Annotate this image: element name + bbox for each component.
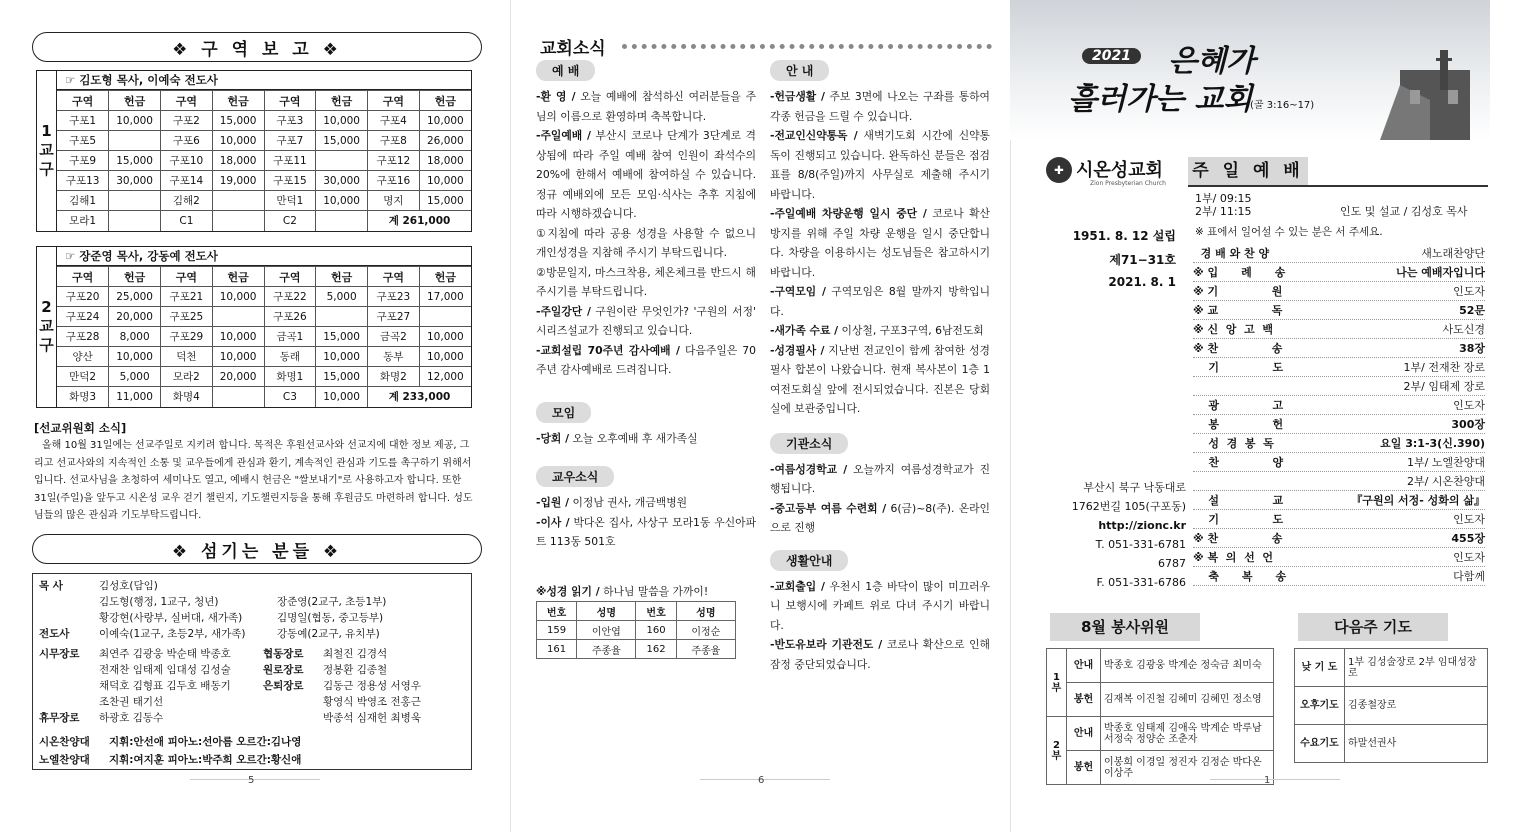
table-cell: 구포28 xyxy=(57,327,109,347)
pastor-4: 황강현(사랑부, 실버대, 새가족) xyxy=(99,612,243,624)
news-item: -주일예배 차량운행 일시 중단 / 코로나 확산 방지를 위해 주일 차량 운행을 일시 중단합니다. 차량을 이용하시는 성도님들은 참고하시기 바랍니다. xyxy=(770,207,990,279)
founded: 1951. 8. 12 설립 xyxy=(1072,229,1176,243)
retired-label: 은퇴장로 xyxy=(263,680,304,692)
table-row xyxy=(1047,683,1274,717)
rest-elder-label: 휴무장로 xyxy=(39,712,80,724)
coop-elder: 최철진 김경석 xyxy=(323,648,388,660)
table-row xyxy=(1295,687,1488,725)
news-item: -전교인신약통독 / 새벽기도회 시간에 신약통독이 진행되고 있습니다. 완독하신 분들은 점검표를 8/8(주일)까지 사무실로 제출해 주시기 바랍니다. xyxy=(770,129,990,201)
table-row xyxy=(57,131,471,151)
column-header: 헌금 xyxy=(109,91,161,111)
table-cell: 만덕1 xyxy=(264,191,316,211)
table-cell xyxy=(316,307,368,327)
district-report-title: ❖ 구 역 보 고 ❖ xyxy=(32,32,482,62)
order-row: 경 배 와 찬 양 새노래찬양단 xyxy=(1193,247,1485,260)
table-cell: 구포29 xyxy=(161,327,213,347)
table-cell: 10,000 xyxy=(316,387,368,407)
news-item: -여름성경학교 / 오늘까지 여름성경학교가 진행됩니다. xyxy=(770,462,991,495)
tel-1: T. 051-331-6781 xyxy=(1095,538,1186,551)
table-cell xyxy=(109,131,161,151)
coop-elder-label: 협동장로 xyxy=(263,648,304,660)
table-cell: 30,000 xyxy=(316,171,368,191)
district-total: 계 233,000 xyxy=(368,387,472,407)
column-header: 헌금 xyxy=(419,91,471,111)
year-badge: 2021 xyxy=(1082,48,1141,64)
news-title: 교회소식 xyxy=(540,39,606,59)
table-cell: 이정순 xyxy=(676,621,735,640)
order-row: 봉 헌 300장 xyxy=(1193,418,1485,431)
staff-box xyxy=(32,573,472,770)
order-row: 기 도 1부/ 전재찬 장로 xyxy=(1193,361,1485,374)
website: http://zionc.kr xyxy=(1098,519,1186,532)
news-item: -구역모임 / 구역모임은 8월 말까지 방학입니다. xyxy=(770,285,990,318)
worship-title: 주 일 예 배 xyxy=(1188,157,1308,185)
news-item: -주일강단 / 구원이란 무엇인가? '구원의 서정' 시리즈설교가 진행되고 있습니다. xyxy=(536,304,757,337)
table-cell: 구포27 xyxy=(368,307,420,327)
slogan-line-1: 은혜가 xyxy=(1168,44,1255,79)
table-cell: 162 xyxy=(636,640,676,659)
table-cell: 구포6 xyxy=(161,131,213,151)
table-cell: 15,000 xyxy=(419,191,471,211)
table-cell xyxy=(212,307,264,327)
column-header: 성명 xyxy=(676,602,735,621)
serve-names: 이봉희 이경일 정진자 김정순 박다온 이상주 xyxy=(1101,751,1274,785)
order-row: ※ 교 독 52문 xyxy=(1193,304,1485,317)
column-header: 구역 xyxy=(57,91,109,111)
table-cell: 25,000 xyxy=(109,287,161,307)
serve-names: 김재복 이진철 김혜미 김혜민 정소영 xyxy=(1101,683,1274,717)
table-cell: 구포12 xyxy=(368,151,420,171)
news-item: -입원 / 이정남 권사, 개금백병원 xyxy=(536,496,688,509)
table-cell: 구포7 xyxy=(264,131,316,151)
table-cell: 15,000 xyxy=(316,327,368,347)
table-cell: 명지 xyxy=(368,191,420,211)
prayer-slot: 수요기도 xyxy=(1295,725,1345,763)
table-cell: 10,000 xyxy=(212,287,264,307)
page-ornament xyxy=(1210,779,1340,780)
table-cell: 15,000 xyxy=(109,151,161,171)
table-cell: 모라1 xyxy=(57,211,109,231)
order-row: 성 경 봉 독 요일 3:1-3(신.390) xyxy=(1193,437,1485,450)
table-cell: 10,000 xyxy=(316,191,368,211)
mission-text: 올해 10월 31일에는 선교주일로 지키려 합니다. 목적은 후원선교사와 선교지에 대한 정보 제공, 그리고 선교사와의 지속적인 소통 및 교우들에게 관심과 환기, 계속적인 관심과 기도를 촉구하기 위해서입니다. 선교사님을 초청하여 세미나도 열고, 예배시 헌금은 "쌀보내기"로 사용하고자 합니다. 또한 31일(주일)을 앞두고 시온성 교우 걷기 챌린지, 기도챌린지등을 통해 후원금도 마련하려 합니다. 성도님들의 많은 관심과 기도부탁드립니다. xyxy=(34,440,473,521)
district-2-leader: ☞ 장준영 목사, 강동예 전도사 xyxy=(57,247,471,266)
page-5 xyxy=(0,0,510,832)
news-left-column xyxy=(536,60,756,659)
table-cell: 구포24 xyxy=(57,307,109,327)
table-cell: 30,000 xyxy=(109,171,161,191)
choir-2-label: 노엘찬양대 xyxy=(39,754,90,766)
page-ornament xyxy=(700,779,830,780)
table-cell: 10,000 xyxy=(316,111,368,131)
news-item: -교회설립 70주년 감사예배 / 다음주일은 70주년 감사예배로 드려집니다. xyxy=(536,343,756,376)
column-header: 구역 xyxy=(57,267,109,287)
table-cell: 26,000 xyxy=(419,131,471,151)
pastor-2: 김도형(행정, 1교구, 청년) xyxy=(99,596,219,608)
district-2-table xyxy=(36,246,472,408)
column-header: 구역 xyxy=(368,267,420,287)
table-cell: 구포3 xyxy=(264,111,316,131)
life-tag: 생활안내 xyxy=(770,550,848,571)
table-cell: 10,000 xyxy=(419,347,471,367)
table-cell: 양산 xyxy=(57,347,109,367)
table-cell: 모라2 xyxy=(161,367,213,387)
table-row xyxy=(57,211,471,231)
table-cell: 17,000 xyxy=(419,287,471,307)
table-cell: 구포2 xyxy=(161,111,213,131)
worship-rule xyxy=(1188,185,1488,187)
table-cell: 구포21 xyxy=(161,287,213,307)
page-1 xyxy=(1010,0,1531,832)
table-cell: 10,000 xyxy=(109,111,161,131)
table-cell: 10,000 xyxy=(212,347,264,367)
district-2-label: 2교구 xyxy=(37,247,57,407)
district-2-grid xyxy=(57,266,471,407)
time-1: 1부/ 09:15 xyxy=(1195,192,1252,205)
table-cell: 금곡2 xyxy=(368,327,420,347)
news-item: -성경필사 / 지난번 전교인이 함께 참여한 성경필사 합본이 나왔습니다. 현재 복사본이 1층 1여전도회실 앞에 전시되었습니다. 진본은 당회실에 보관중입니다. xyxy=(770,343,990,415)
table-cell: 10,000 xyxy=(419,171,471,191)
table-cell: 구포8 xyxy=(368,131,420,151)
retired-2: 황영식 박영조 전홍근 xyxy=(323,696,421,708)
table-row xyxy=(57,347,471,367)
table-cell xyxy=(212,211,264,231)
worship-tag: 예 배 xyxy=(536,60,595,81)
page-number: 5 xyxy=(248,775,255,786)
serve-role: 봉헌 xyxy=(1067,751,1101,785)
table-cell: 160 xyxy=(636,621,676,640)
table-row xyxy=(537,621,736,640)
evangelist-label: 전도사 xyxy=(39,628,70,640)
column-header: 구역 xyxy=(368,91,420,111)
serve-part: 2부 xyxy=(1047,717,1067,785)
table-cell: C1 xyxy=(161,211,213,231)
address-2: 1762번길 105(구포동) xyxy=(1071,500,1186,513)
table-cell: 구포20 xyxy=(57,287,109,307)
notice-tag: 안 내 xyxy=(770,60,829,81)
pastor-5: 김명일(협동, 중고등부) xyxy=(277,612,384,624)
meeting-tag: 모임 xyxy=(536,402,591,423)
news-item: ②방문일지, 마스크착용, 체온체크를 반드시 해주시기를 부탁드립니다. xyxy=(536,265,756,298)
table-cell: C2 xyxy=(264,211,316,231)
column-header: 번호 xyxy=(636,602,676,621)
table-row xyxy=(57,367,471,387)
slogan-verse: (골 3:16~17) xyxy=(1250,100,1315,111)
pastor-label: 목 사 xyxy=(39,580,63,592)
bible-reading-title: ※성경 읽기 / 하나님 말씀을 가까이! xyxy=(536,584,709,598)
table-cell: 주종율 xyxy=(577,640,636,659)
prayer-table xyxy=(1294,648,1488,763)
bible-reading-table xyxy=(536,601,736,659)
table-cell: 만덕2 xyxy=(57,367,109,387)
table-cell: 10,000 xyxy=(316,347,368,367)
meeting-item: -당회 / 오늘 오후예배 후 새가족실 xyxy=(536,431,698,445)
evangelist-1: 이예숙(1교구, 초등2부, 새가족) xyxy=(99,628,246,640)
order-row: 2부/ 임태제 장로 xyxy=(1403,380,1485,393)
table-cell: 동래 xyxy=(264,347,316,367)
order-row: 기 도 인도자 xyxy=(1193,513,1485,526)
table-cell: 화명1 xyxy=(264,367,316,387)
table-cell: 15,000 xyxy=(212,111,264,131)
table-cell: 19,000 xyxy=(212,171,264,191)
hero-banner xyxy=(1010,0,1490,140)
emeritus: 정봉환 김종철 xyxy=(323,664,388,676)
table-row xyxy=(57,307,471,327)
column-header: 헌금 xyxy=(212,267,264,287)
order-row: 찬 양 1부/ 노엘찬양대 xyxy=(1193,456,1485,469)
table-cell: 구포16 xyxy=(368,171,420,191)
page-ornament xyxy=(190,779,320,780)
table-cell: 구포15 xyxy=(264,171,316,191)
serve-names: 박종호 김광웅 박계순 정숙금 최미숙 xyxy=(1101,649,1274,683)
church-name: 시온성교회 xyxy=(1076,160,1163,181)
column-header: 구역 xyxy=(161,91,213,111)
table-row xyxy=(57,111,471,131)
table-cell: 10,000 xyxy=(419,327,471,347)
column-header: 번호 xyxy=(537,602,577,621)
elder-label: 시무장로 xyxy=(39,648,80,660)
evangelist-2: 강동예(2교구, 유치부) xyxy=(277,628,380,640)
table-row xyxy=(57,387,471,407)
church-logo-icon: ✚ xyxy=(1046,157,1072,183)
table-cell: 주종율 xyxy=(676,640,735,659)
org-tag: 기관소식 xyxy=(770,433,848,454)
column-header: 헌금 xyxy=(316,91,368,111)
table-row xyxy=(57,151,471,171)
table-cell: 이안엽 xyxy=(577,621,636,640)
member-tag: 교우소식 xyxy=(536,466,614,487)
serve-table xyxy=(1046,648,1274,785)
table-row xyxy=(57,191,471,211)
news-item: -교회출입 / 우천시 1층 바닥이 많이 미끄러우니 보행시에 카페트 위로 다녀 주시기 바랍니다. xyxy=(770,579,990,632)
table-cell: 구포4 xyxy=(368,111,420,131)
serve-role: 안내 xyxy=(1067,649,1101,683)
table-row xyxy=(57,287,471,307)
table-cell: 덕천 xyxy=(161,347,213,367)
table-cell: 10,000 xyxy=(419,111,471,131)
table-cell: 11,000 xyxy=(109,387,161,407)
title-dots xyxy=(622,44,992,49)
table-cell: 동부 xyxy=(368,347,420,367)
table-cell: 구포1 xyxy=(57,111,109,131)
table-cell: 화명2 xyxy=(368,367,420,387)
elder-2: 전재찬 임태제 임대성 김성술 xyxy=(99,664,231,676)
table-cell xyxy=(316,211,368,231)
table-cell: 15,000 xyxy=(316,131,368,151)
serve-role: 안내 xyxy=(1067,717,1101,751)
table-cell: 구포11 xyxy=(264,151,316,171)
time-2: 2부/ 11:15 xyxy=(1195,205,1252,218)
news-item: -반도유보라 기관전도 / 코로나 확산으로 인해 잠정 중단되었습니다. xyxy=(770,638,990,671)
order-row: 축 복 송 다함께 xyxy=(1193,570,1485,583)
news-item: -주일예배 / 부산시 코로나 단계가 3단계로 격상됨에 따라 주일 예배 참여 인원이 좌석수의 20%에 한해서 예배에 참여하실 수 있습니다. 정규 예배외에 모든 모임·식사는 추후 지침에 따라 시행하겠습니다. xyxy=(536,129,756,220)
elder-4: 조찬권 태기선 xyxy=(99,696,164,708)
order-row: 광 고 인도자 xyxy=(1193,399,1485,412)
serve-part: 1부 xyxy=(1047,649,1067,717)
district-1-grid xyxy=(57,90,471,231)
page-number: 6 xyxy=(758,775,765,786)
news-item: ①지침에 따라 공용 성경을 사용할 수 없으니 개인성경을 지참해 주시기 부탁드립니다. xyxy=(536,226,756,259)
order-row: 2부/ 시온찬양대 xyxy=(1407,475,1485,488)
order-divider xyxy=(1193,585,1485,586)
table-cell: 금곡1 xyxy=(264,327,316,347)
table-cell: 20,000 xyxy=(109,307,161,327)
choir-2: 지휘:여지훈 피아노:박주희 오르간:황신애 xyxy=(109,754,302,766)
table-cell: 구포10 xyxy=(161,151,213,171)
order-row: 설 교 『구원의 서정- 성화의 삶』 xyxy=(1193,494,1485,507)
table-row xyxy=(57,327,471,347)
address-1: 부산시 북구 낙동대로 xyxy=(1083,481,1186,494)
order-row: ※ 신 앙 고 백 사도신경 xyxy=(1193,323,1485,336)
issue-number: 제71−31호 xyxy=(1109,253,1176,267)
column-header: 헌금 xyxy=(316,267,368,287)
table-row xyxy=(1295,725,1488,763)
table-cell: 구포5 xyxy=(57,131,109,151)
news-right-column xyxy=(770,60,990,674)
serve-names: 박종호 임태제 김애옥 박계순 박루남 서정숙 정양순 조춘자 xyxy=(1101,717,1274,751)
fax: F. 051-331-6786 xyxy=(1096,576,1186,589)
column-header: 헌금 xyxy=(212,91,264,111)
table-cell: 구포26 xyxy=(264,307,316,327)
table-cell: 18,000 xyxy=(212,151,264,171)
elder-1: 최연주 김광웅 박순태 박종호 xyxy=(99,648,231,660)
choir-1-label: 시온찬양대 xyxy=(39,736,90,748)
table-cell xyxy=(419,307,471,327)
table-cell: 김해2 xyxy=(161,191,213,211)
column-header: 헌금 xyxy=(109,267,161,287)
prayer-person: 김종철장로 xyxy=(1345,687,1488,725)
prayer-slot: 낮 기 도 xyxy=(1295,649,1345,687)
news-item: -중고등부 여름 수련회 / 6(금)~8(주). 온라인으로 진행 xyxy=(770,501,990,534)
table-cell: 구포13 xyxy=(57,171,109,191)
church-building-icon xyxy=(1370,40,1490,140)
district-1-table xyxy=(36,70,472,232)
table-cell: 12,000 xyxy=(419,367,471,387)
table-cell: 161 xyxy=(537,640,577,659)
order-row: ※ 찬 송 455장 xyxy=(1193,532,1485,545)
column-header: 성명 xyxy=(577,602,636,621)
table-cell: 구포25 xyxy=(161,307,213,327)
table-cell: 5,000 xyxy=(109,367,161,387)
district-total: 계 261,000 xyxy=(368,211,472,231)
table-cell: 구포22 xyxy=(264,287,316,307)
table-cell: 18,000 xyxy=(419,151,471,171)
page-6 xyxy=(510,0,1010,832)
table-cell: 10,000 xyxy=(212,131,264,151)
column-header: 헌금 xyxy=(419,267,471,287)
table-row xyxy=(1295,649,1488,687)
table-cell: 김해1 xyxy=(57,191,109,211)
prayer-person: 1부 김성술장로 2부 임대성장로 xyxy=(1345,649,1488,687)
table-cell: 구포14 xyxy=(161,171,213,191)
table-cell: 화명4 xyxy=(161,387,213,407)
leader-info: 인도 및 설교 / 김성호 목사 xyxy=(1340,205,1468,218)
table-row xyxy=(1047,717,1274,751)
servants-title: ❖ 섬기는 분들 ❖ xyxy=(32,534,482,564)
table-cell: 15,000 xyxy=(316,367,368,387)
elder-3: 채덕호 김형표 김두호 배동기 xyxy=(99,680,231,692)
table-row xyxy=(1047,649,1274,683)
table-cell xyxy=(109,211,161,231)
news-item: -헌금생활 / 주보 3면에 나오는 구좌를 통하여 각종 헌금을 드릴 수 있습니다. xyxy=(770,90,990,123)
table-cell: 20,000 xyxy=(212,367,264,387)
column-header: 구역 xyxy=(161,267,213,287)
order-row: ※ 입 례 송 나는 예배자입니다 xyxy=(1193,266,1485,279)
table-cell: 10,000 xyxy=(109,347,161,367)
pastor-1: 김성호(담임) xyxy=(99,580,158,592)
choir-1: 지휘:안선애 피아노:선아름 오르간:김나영 xyxy=(109,736,302,748)
slogan-line-2: 흘러가는 교회 xyxy=(1068,82,1253,117)
news-item: -새가족 수료 / 이상철, 구포3구역, 6남전도회 xyxy=(770,324,984,337)
mission-title: [선교위원회 소식] xyxy=(34,421,127,435)
table-cell xyxy=(109,191,161,211)
rest-elder: 하광호 김동수 xyxy=(99,712,164,724)
table-cell: 10,000 xyxy=(212,327,264,347)
table-row xyxy=(537,640,736,659)
table-cell: 구포9 xyxy=(57,151,109,171)
prayer-person: 하말선권사 xyxy=(1345,725,1488,763)
table-cell: 구포23 xyxy=(368,287,420,307)
retired-3: 박종석 심재헌 최병욱 xyxy=(323,712,421,724)
prayer-slot: 오후기도 xyxy=(1295,687,1345,725)
table-row xyxy=(57,171,471,191)
order-row: ※ 기 원 인도자 xyxy=(1193,285,1485,298)
page-number: 1 xyxy=(1264,775,1271,786)
stand-note: ※ 표에서 일어설 수 있는 분은 서 주세요. xyxy=(1195,226,1383,238)
tel-2: 6787 xyxy=(1158,557,1186,570)
order-row: ※ 찬 송 38장 xyxy=(1193,342,1485,355)
column-header: 구역 xyxy=(264,91,316,111)
table-cell xyxy=(212,387,264,407)
retired-1: 김동근 정용성 서영우 xyxy=(323,680,421,692)
news-item: -이사 / 박다온 집사, 사상구 모라1동 우신아파트 113동 501호 xyxy=(536,515,756,548)
table-cell: 8,000 xyxy=(109,327,161,347)
news-item: -환 영 / 오늘 예배에 참석하신 여러분들을 주님의 이름으로 환영하며 축복합니다. xyxy=(536,90,756,123)
prayer-title: 다음주 기도 xyxy=(1298,613,1448,641)
district-1-label: 1교구 xyxy=(37,71,57,231)
table-cell: C3 xyxy=(264,387,316,407)
column-header: 구역 xyxy=(264,267,316,287)
order-row: ※ 복 의 선 언 인도자 xyxy=(1193,551,1485,564)
table-cell: 화명3 xyxy=(57,387,109,407)
issue-date: 2021. 8. 1 xyxy=(1108,275,1176,289)
table-cell xyxy=(212,191,264,211)
table-cell xyxy=(316,151,368,171)
table-cell: 5,000 xyxy=(316,287,368,307)
serve-role: 봉헌 xyxy=(1067,683,1101,717)
table-cell: 159 xyxy=(537,621,577,640)
serve-title: 8월 봉사위원 xyxy=(1050,613,1200,641)
district-1-leader: ☞ 김도형 목사, 이예숙 전도사 xyxy=(57,71,471,90)
emeritus-label: 원로장로 xyxy=(263,664,304,676)
church-name-en: Zion Presbyterian Church xyxy=(1090,180,1166,187)
pastor-3: 장준영(2교구, 초등1부) xyxy=(277,596,387,608)
